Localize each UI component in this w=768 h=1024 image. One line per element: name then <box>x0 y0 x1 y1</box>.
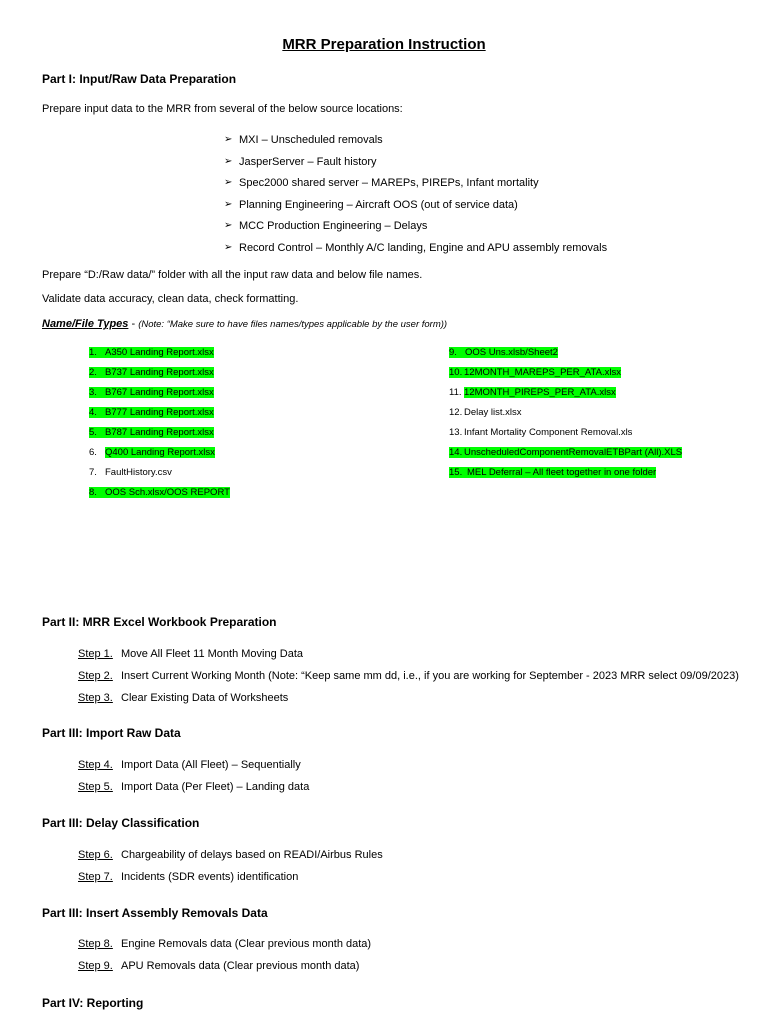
list-item: 15. MEL Deferral – All fleet together in one folder <box>449 467 657 478</box>
list-item: 11. 12MONTH_PIREPS_PER_ATA.xlsx <box>449 387 616 398</box>
part1-intro: Prepare input data to the MRR from several of the below source locations: <box>42 103 403 115</box>
part3-assembly-heading: Part III: Insert Assembly Removals Data <box>42 906 268 920</box>
file-types-label: Name/File Types <box>42 318 129 330</box>
list-item: Step 6. Chargeability of delays based on READI/Airbus Rules <box>78 849 383 861</box>
list-item: 5. B787 Landing Report.xlsx <box>89 427 214 438</box>
list-item: 10. 12MONTH_MAREPS_PER_ATA.xlsx <box>449 367 621 378</box>
list-item: Step 2. Insert Current Working Month (Note: “Keep same mm dd, i.e., if you are working for September - 2023 MRR select 09/09/2023) <box>78 670 739 682</box>
arrow-bullet-icon: ➢ <box>224 155 233 167</box>
list-item: 13. Infant Mortality Component Removal.xls <box>449 427 633 438</box>
list-item: 2. B737 Landing Report.xlsx <box>89 367 214 378</box>
document-title: MRR Preparation Instruction <box>282 36 486 53</box>
arrow-bullet-icon: ➢ <box>224 220 233 232</box>
arrow-bullet-icon: ➢ <box>224 134 233 145</box>
source-list <box>224 131 607 261</box>
part2-heading: Part II: MRR Excel Workbook Preparation <box>42 615 277 629</box>
list-item: 7. FaultHistory.csv <box>89 467 172 478</box>
list-item: ➢ MXI – Unscheduled removals <box>224 131 607 153</box>
part2-steps <box>78 646 739 712</box>
list-item: 14. UnscheduledComponentRemovalETBPart (All).XLS <box>449 447 683 458</box>
file-types-line <box>42 318 447 330</box>
list-item: ➢ MCC Production Engineering – Delays <box>224 217 607 239</box>
part1-heading: Part I: Input/Raw Data Preparation <box>42 72 237 86</box>
part3-delay-heading: Part III: Delay Classification <box>42 816 200 830</box>
file-types-note: (Note: “Make sure to have files names/types applicable by the user form)) <box>138 319 448 330</box>
list-item: ➢ JasperServer – Fault history <box>224 153 607 175</box>
list-item: Step 3. Clear Existing Data of Worksheets <box>78 692 289 704</box>
part4-heading: Part IV: Reporting <box>42 996 144 1010</box>
list-item: Step 1. Move All Fleet 11 Month Moving Data <box>78 648 303 660</box>
list-item: 4. B777 Landing Report.xlsx <box>89 407 214 418</box>
part3-assembly-steps <box>78 936 371 980</box>
validate-text: Validate data accuracy, clean data, check formatting. <box>42 293 299 305</box>
list-item: ➢ Planning Engineering – Aircraft OOS (out of service data) <box>224 196 607 218</box>
part3-delay-steps <box>78 847 383 891</box>
arrow-bullet-icon: ➢ <box>224 198 233 210</box>
list-item: 1. A350 Landing Report.xlsx <box>89 347 214 358</box>
list-item: 8. OOS Sch.xlsx/OOS REPORT <box>89 487 230 498</box>
prepare-folder-text: Prepare “D:/Raw data/” folder with all the input raw data and below file names. <box>42 269 423 281</box>
list-item: Step 5. Import Data (Per Fleet) – Landing data <box>78 781 310 793</box>
part3-import-heading: Part III: Import Raw Data <box>42 726 181 740</box>
list-item: 12. Delay list.xlsx <box>449 407 522 418</box>
arrow-bullet-icon: ➢ <box>224 177 233 189</box>
list-item: Step 7. Incidents (SDR events) identification <box>78 871 299 883</box>
list-item: Step 9. APU Removals data (Clear previous month data) <box>78 960 360 972</box>
list-item: 9. OOS Uns.xlsb/Sheet2 <box>449 347 558 358</box>
file-list-left <box>89 346 230 506</box>
list-item: 3. B767 Landing Report.xlsx <box>89 387 214 398</box>
file-types-separator: - <box>128 318 139 330</box>
file-list-right <box>449 346 682 486</box>
list-item: ➢ Spec2000 shared server – MAREPs, PIREPs, Infant mortality <box>224 174 607 196</box>
list-item: ➢ Record Control – Monthly A/C landing, Engine and APU assembly removals <box>224 239 607 261</box>
list-item: 6. Q400 Landing Report.xlsx <box>89 447 215 458</box>
part3-import-steps <box>78 757 309 801</box>
arrow-bullet-icon: ➢ <box>224 241 233 253</box>
list-item: Step 4. Import Data (All Fleet) – Sequentially <box>78 759 301 771</box>
list-item: Step 8. Engine Removals data (Clear previous month data) <box>78 938 372 950</box>
